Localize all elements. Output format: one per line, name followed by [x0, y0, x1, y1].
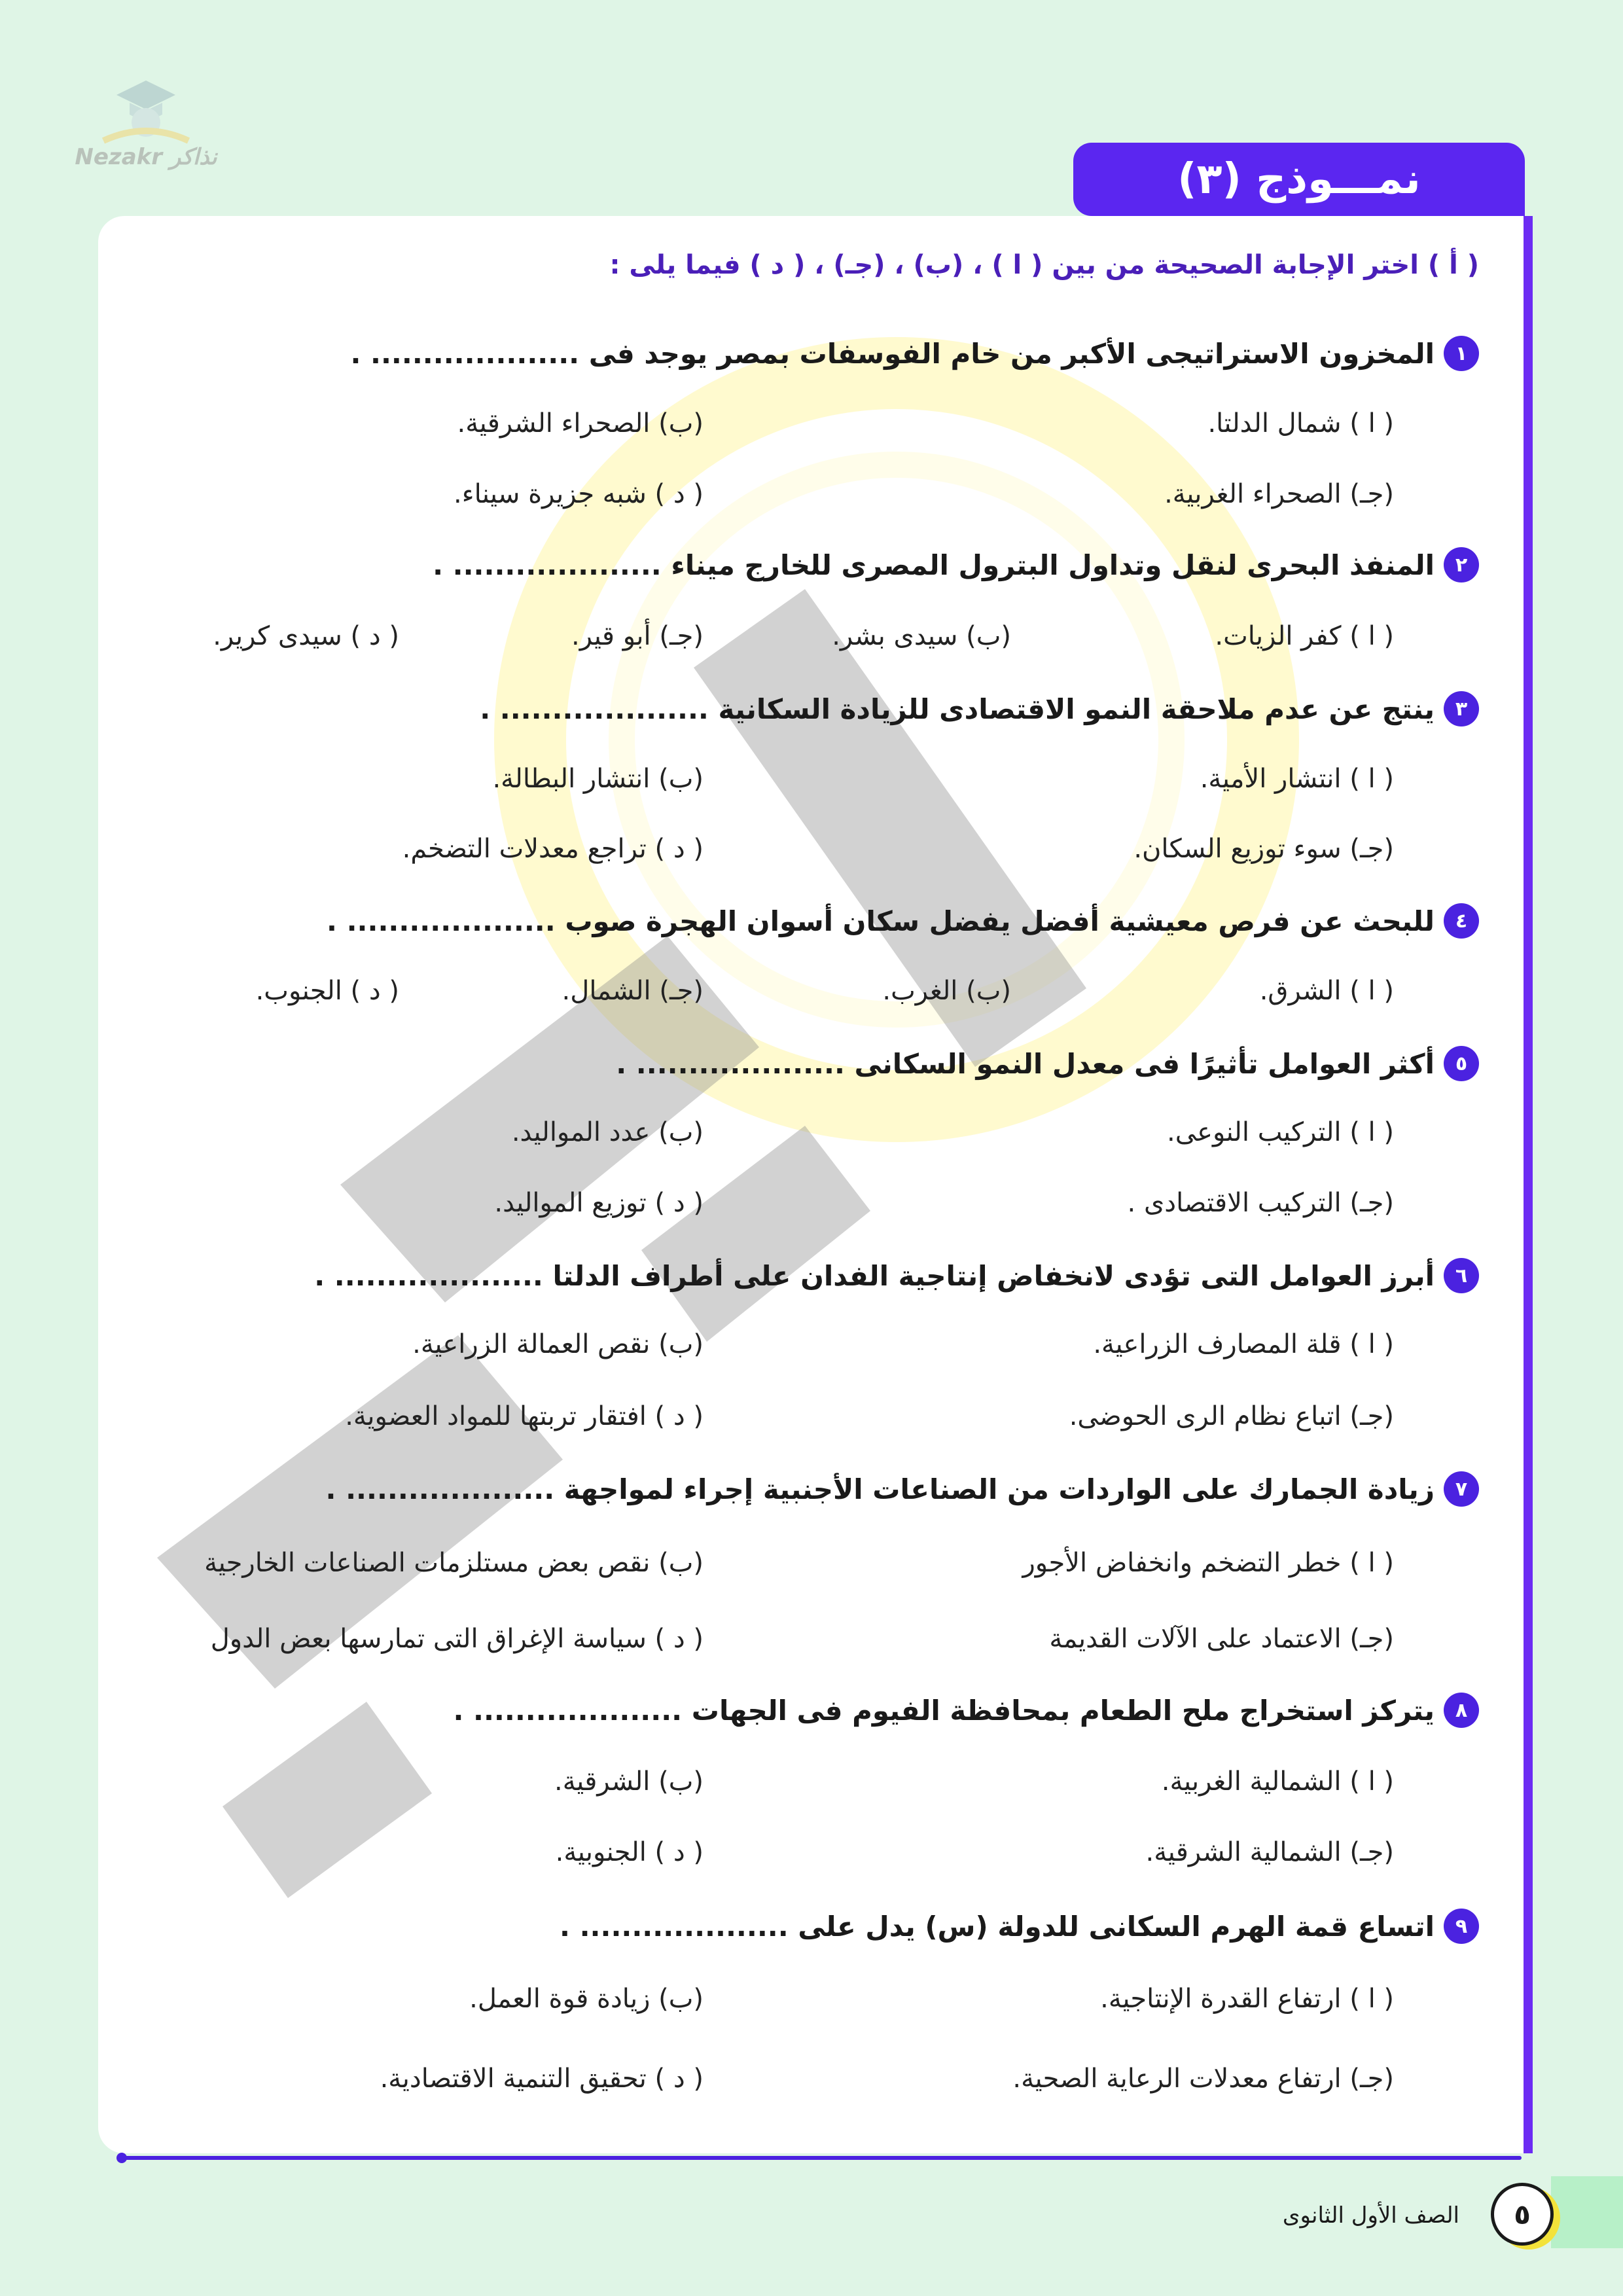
question-1: [350, 331, 1479, 376]
question-number: ٩: [1444, 1909, 1479, 1944]
question-text: أكثر العوامل تأثيرًا فى معدل النمو السكانى .................... .: [616, 1047, 1435, 1080]
option-a[interactable]: ( ا ) خطر التضخم وانخفاض الأجور: [1022, 1548, 1394, 1578]
brand-name: Nezakr نذاكر: [75, 144, 217, 170]
question-text: أبرز العوامل التى تؤدى لانخفاض إنتاجية الفدان على أطراف الدلتا .................... .: [314, 1259, 1435, 1292]
question-9: [560, 1903, 1479, 1949]
question-number: ٢: [1444, 547, 1479, 583]
option-c[interactable]: (جـ) الشمال.: [562, 976, 704, 1006]
question-2: [433, 542, 1479, 588]
graduation-cap-icon: [51, 49, 241, 147]
question-text: اتساع قمة الهرم السكانى للدولة (س) يدل على .................... .: [560, 1910, 1435, 1943]
option-c[interactable]: (جـ) ارتفاع معدلات الرعاية الصحية.: [1012, 2064, 1394, 2094]
question-text: يتركز استخراج ملح الطعام بمحافظة الفيوم فى الجهات .................... .: [453, 1694, 1435, 1727]
option-c[interactable]: (جـ) سوء توزيع السكان.: [1133, 834, 1394, 864]
option-d[interactable]: ( د ) شبه جزيرة سيناء.: [454, 479, 704, 509]
option-b[interactable]: (ب) عدد المواليد.: [511, 1117, 704, 1147]
option-c[interactable]: (جـ) الصحراء الغربية.: [1164, 479, 1394, 509]
option-b[interactable]: (ب) الشرقية.: [554, 1767, 704, 1797]
option-d[interactable]: ( د ) سياسة الإغراق التى تمارسها بعض الدول: [210, 1624, 704, 1654]
option-b[interactable]: (ب) سيدى بشر.: [832, 621, 1011, 651]
option-b[interactable]: (ب) نقص العمالة الزراعية.: [412, 1329, 704, 1359]
question-8: [453, 1687, 1479, 1733]
option-b[interactable]: (ب) انتشار البطالة.: [492, 764, 704, 794]
question-number: ١: [1444, 336, 1479, 371]
option-a[interactable]: ( ا ) كفر الزيات.: [1215, 621, 1394, 651]
option-a[interactable]: ( ا ) قلة المصارف الزراعية.: [1093, 1329, 1394, 1359]
option-a[interactable]: ( ا ) الشمالية الغربية.: [1161, 1767, 1394, 1797]
option-d[interactable]: ( د ) تراجع معدلات التضخم.: [402, 834, 704, 864]
footer-divider: [121, 2156, 1522, 2160]
question-3: [480, 686, 1479, 732]
section-instruction: ( أ ) اختر الإجابة الصحيحة من بين ( ا ) ، (ب) ، (جـ) ، ( د ) فيما يلى :: [609, 250, 1479, 280]
question-number: ٧: [1444, 1471, 1479, 1507]
option-c[interactable]: (جـ) اتباع نظام الرى الحوضى.: [1069, 1401, 1394, 1431]
question-text: زيادة الجمارك على الواردات من الصناعات الأجنبية إجراء لمواجهة .................... .: [325, 1473, 1435, 1505]
option-d[interactable]: ( د ) تحقيق التنمية الاقتصادية.: [380, 2064, 704, 2094]
option-a[interactable]: ( ا ) الشرق.: [1259, 976, 1394, 1006]
question-4: [327, 898, 1479, 944]
page-corner-tab: [1551, 2176, 1623, 2248]
question-number: ٤: [1444, 903, 1479, 939]
page-number: ٥: [1491, 2183, 1554, 2246]
option-d[interactable]: ( د ) الجنوبية.: [555, 1837, 704, 1867]
option-c[interactable]: (جـ) التركيب الاقتصادى .: [1127, 1188, 1394, 1218]
option-d[interactable]: ( د ) افتقار تربتها للمواد العضوية.: [345, 1401, 704, 1431]
question-number: ٦: [1444, 1258, 1479, 1293]
option-c[interactable]: (جـ) الاعتماد على الآلات القديمة: [1049, 1624, 1394, 1654]
model-title: نمـــوذج (٣): [1073, 143, 1525, 216]
question-5: [616, 1041, 1479, 1086]
question-text: ينتج عن عدم ملاحقة النمو الاقتصادى للزيادة السكانية .................... .: [480, 692, 1435, 725]
option-a[interactable]: ( ا ) ارتفاع القدرة الإنتاجية.: [1100, 1984, 1394, 2014]
option-b[interactable]: (ب) نقص بعض مستلزمات الصناعات الخارجية: [204, 1548, 704, 1578]
option-d[interactable]: ( د ) الجنوب.: [255, 976, 399, 1006]
option-b[interactable]: (ب) الصحراء الشرقية.: [457, 408, 704, 439]
grade-label: الصف الأول الثانوى: [1282, 2202, 1459, 2229]
question-number: ٨: [1444, 1693, 1479, 1728]
option-a[interactable]: ( ا ) شمال الدلتا.: [1207, 408, 1394, 439]
footer-divider-dot: [116, 2153, 127, 2163]
question-number: ٣: [1444, 691, 1479, 726]
option-d[interactable]: ( د ) توزيع المواليد.: [494, 1188, 704, 1218]
option-c[interactable]: (جـ) أبو قير.: [571, 621, 704, 651]
question-6: [314, 1253, 1479, 1299]
question-text: المنفذ البحرى لنقل وتداول البترول المصرى للخارج ميناء .................... .: [433, 548, 1435, 581]
option-b[interactable]: (ب) الغرب.: [882, 976, 1011, 1006]
option-b[interactable]: (ب) زيادة قوة العمل.: [469, 1984, 704, 2014]
option-a[interactable]: ( ا ) التركيب النوعى.: [1167, 1117, 1394, 1147]
question-number: ٥: [1444, 1046, 1479, 1081]
option-c[interactable]: (جـ) الشمالية الشرقية.: [1145, 1837, 1394, 1867]
question-text: للبحث عن فرص معيشية أفضل يفضل سكان أسوان الهجرة صوب .................... .: [327, 905, 1435, 937]
brand-logo: [51, 49, 241, 187]
question-text: المخزون الاستراتيجى الأكبر من خام الفوسفات بمصر يوجد فى .................... .: [350, 337, 1435, 370]
question-7: [326, 1466, 1480, 1512]
option-d[interactable]: ( د ) سيدى كرير.: [213, 621, 399, 651]
option-a[interactable]: ( ا ) انتشار الأمية.: [1200, 764, 1394, 794]
